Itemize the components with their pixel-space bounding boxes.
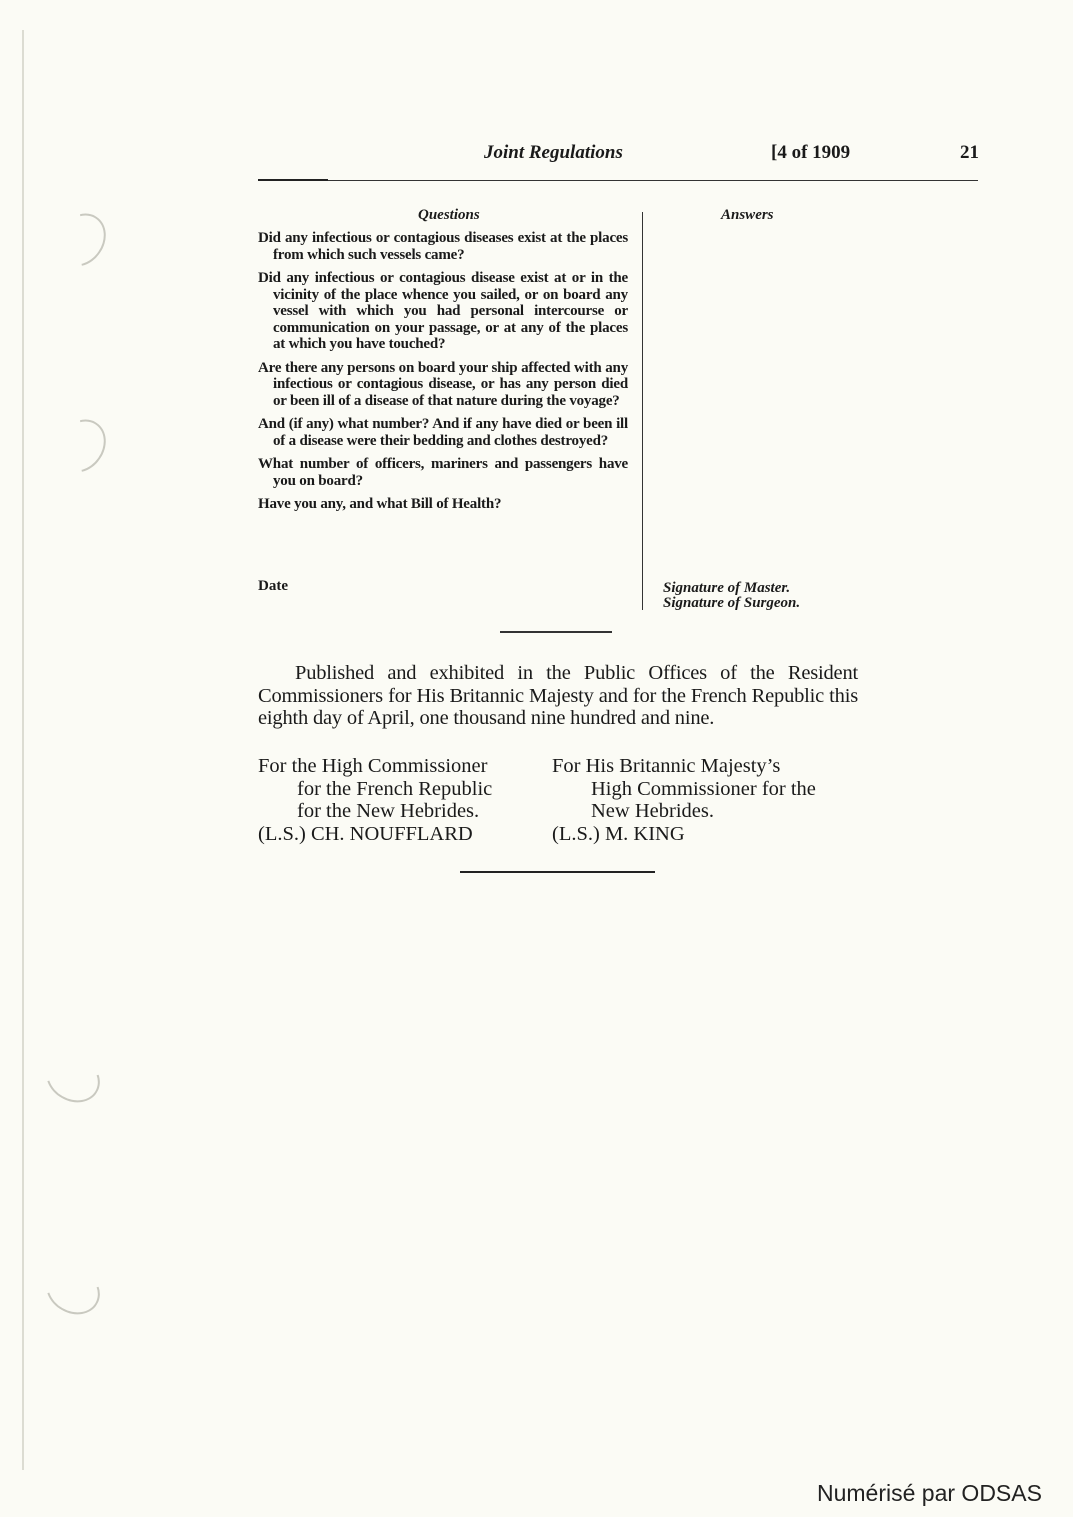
- signatory-line: For the High Commissioner: [258, 755, 488, 777]
- date-label: Date: [258, 578, 288, 594]
- header-rule-accent: [258, 179, 328, 181]
- signature-master-label: Signature of Master.: [663, 580, 791, 596]
- end-rule: [460, 871, 655, 873]
- signatory-british: [552, 755, 816, 845]
- page-number: 21: [960, 142, 979, 163]
- punch-hole: [37, 1044, 108, 1112]
- questions-heading: Questions: [418, 207, 480, 223]
- column-divider: [642, 212, 643, 610]
- question-item: Are there any persons on board your ship affected with any infectious or contagious disease, or has any person died or been ill of a disease of that nature during the voyage?: [258, 359, 628, 409]
- signature-surgeon-label: Signature of Surgeon.: [663, 595, 801, 611]
- signatory-line: For His Britannic Majesty’s: [552, 755, 781, 777]
- question-item: Did any infectious or contagious diseases exist at the places from which such vessels came?: [258, 230, 628, 263]
- section-separator: [500, 631, 612, 633]
- punch-hole: [46, 410, 116, 482]
- question-item: Have you any, and what Bill of Health?: [258, 496, 502, 512]
- question-item: And (if any) what number? And if any have died or been ill of a disease were their bedding and clothes destroyed?: [258, 416, 628, 449]
- question-item: What number of officers, mariners and passengers have you on board?: [258, 456, 628, 489]
- question-item: Did any infectious or contagious disease exist at or in the vicinity of the place whence you sailed, or on board any vessel with which you had personal intercourse or communication on your passage, or at any of the places at which you have touched?: [258, 270, 628, 352]
- running-head-title: Joint Regulations: [484, 142, 623, 163]
- punch-hole: [37, 1256, 108, 1324]
- signatory-line: for the French Republic: [297, 777, 493, 800]
- publication-notice: Published and exhibited in the Public Offices of the Resident Commissioners for His Britannic Majesty and for the French Republic this eighth day of April, one thousand nine hundred and nine.: [258, 662, 858, 729]
- header-rule: [258, 180, 978, 181]
- questions-list: [258, 230, 628, 520]
- answers-heading: Answers: [721, 207, 774, 223]
- signatory-seal-name: (L.S.) M. KING: [552, 822, 685, 845]
- signatory-line: for the New Hebrides.: [297, 800, 480, 822]
- punch-hole: [46, 204, 116, 276]
- signatory-french: [258, 755, 492, 845]
- digitized-by-footer: Numérisé par ODSAS: [817, 1480, 1042, 1506]
- running-head-reference: [4 of 1909: [771, 142, 851, 163]
- binding-line: [22, 30, 24, 1470]
- signatory-line: High Commissioner for the: [591, 777, 816, 800]
- signatory-line: New Hebrides.: [591, 800, 714, 822]
- signatory-seal-name: (L.S.) CH. NOUFFLARD: [258, 822, 473, 845]
